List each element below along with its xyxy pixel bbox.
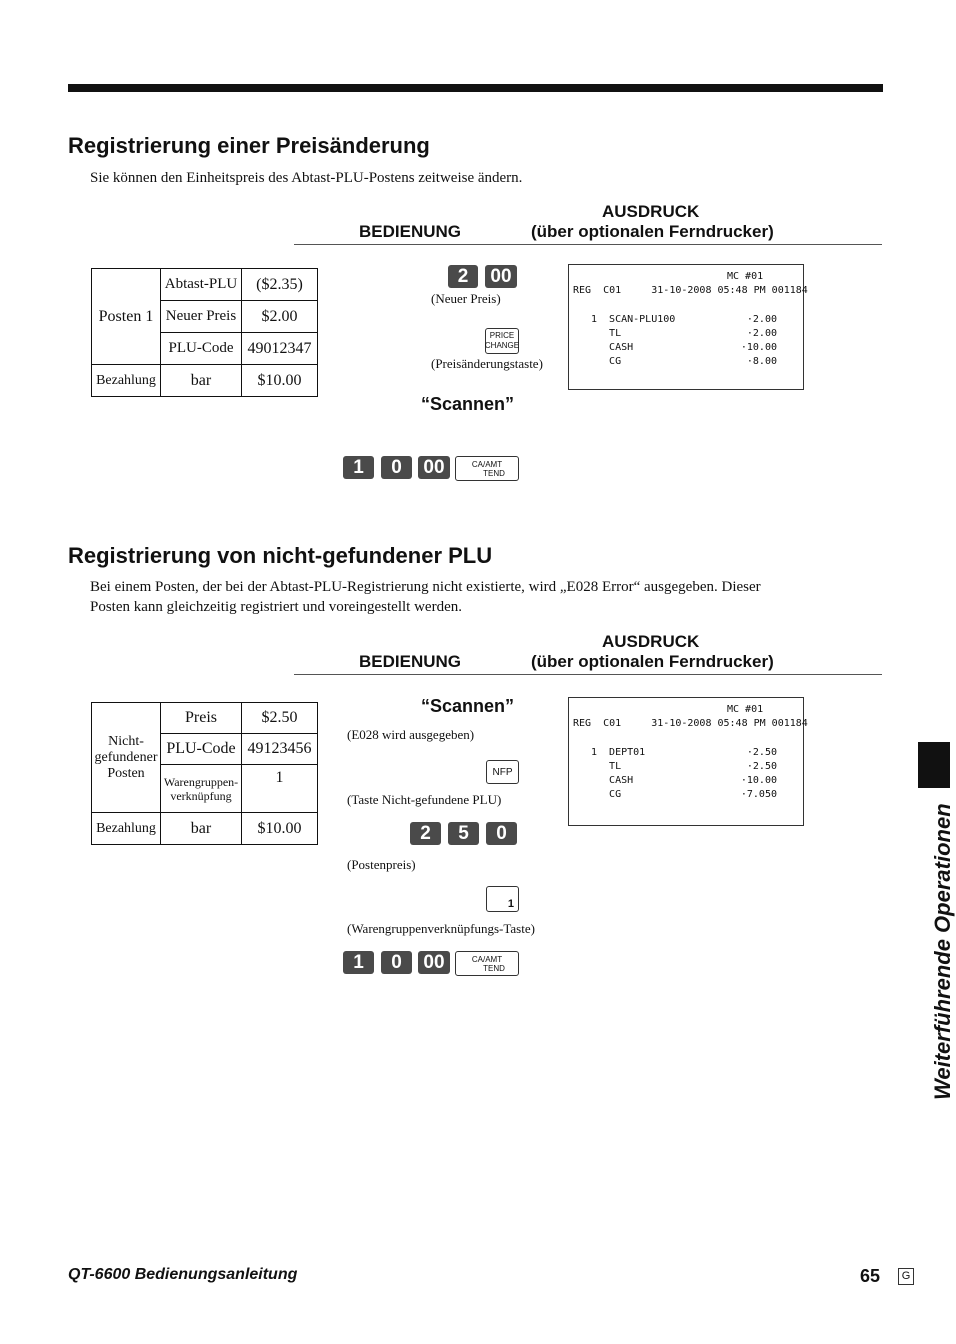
key-0[interactable]: 0	[381, 456, 412, 479]
column-print-heading: AUSDRUCK	[602, 202, 700, 221]
chapter-title: Weiterführende Operationen	[930, 803, 955, 1100]
key-1[interactable]: 1	[343, 951, 374, 974]
tend-key[interactable]	[455, 456, 519, 481]
table-cell-label: Preis	[161, 703, 242, 734]
receipt-line-amount: ·2.00	[746, 314, 777, 325]
table-cell-value: ($2.35)	[242, 269, 318, 301]
receipt-line-amount: ·2.50	[746, 747, 777, 758]
receipt-line-name: CASH	[591, 342, 634, 353]
key-5[interactable]: 5	[448, 822, 479, 845]
column-rule	[294, 244, 882, 245]
item-label-line: gefundener	[94, 749, 158, 765]
table-cell-label: Abtast-PLU	[161, 269, 242, 301]
caption-nfp: (Taste Nicht-gefundene PLU)	[347, 792, 502, 807]
top-rule	[68, 84, 883, 92]
receipt-line-amount: ·2.50	[746, 761, 777, 772]
receipt-header: REG C01 31-10-2008 05:48 PM 001184	[573, 285, 808, 296]
key-2[interactable]: 2	[410, 822, 441, 845]
receipt-line-name: TL	[591, 761, 622, 772]
price-change-key[interactable]	[485, 328, 519, 354]
key-2[interactable]: 2	[448, 265, 478, 288]
tend-key-bottom: TEND	[483, 963, 505, 973]
payment-type: bar	[161, 365, 242, 397]
payment-type: bar	[161, 813, 242, 845]
key-0[interactable]: 0	[486, 822, 517, 845]
key-00[interactable]: 00	[418, 456, 450, 479]
section-title: Registrierung einer Preisänderung	[68, 133, 430, 158]
table-cell-value: 49012347	[242, 333, 318, 365]
key-00[interactable]: 00	[418, 951, 450, 974]
receipt-machine-no: MC #01	[727, 271, 764, 282]
key-0[interactable]: 0	[381, 951, 412, 974]
dept-key-label: 1	[507, 898, 514, 910]
item-label	[92, 703, 161, 813]
receipt-line-name: CASH	[591, 775, 634, 786]
caption-e028: (E028 wird ausgegeben)	[347, 727, 475, 742]
item-label-line: Posten	[107, 765, 145, 781]
receipt-line-amount: ·7.050	[740, 789, 777, 800]
receipt-line-name: 1 DEPT01	[591, 747, 646, 758]
link-label-line: Warengruppen-	[163, 774, 239, 789]
receipt-machine-no: MC #01	[727, 704, 764, 715]
receipt-line-name: CG	[591, 356, 622, 367]
column-print-heading: AUSDRUCK	[602, 632, 700, 651]
table-cell-value: $2.00	[242, 301, 318, 333]
tend-key-top: CA/AMT	[471, 459, 503, 469]
receipt	[568, 264, 808, 390]
item-label: Posten 1	[92, 269, 161, 365]
key-1[interactable]: 1	[343, 456, 374, 479]
price-change-key-line1: PRICE	[489, 331, 515, 340]
scan-label: “Scannen”	[421, 696, 515, 716]
receipt	[568, 697, 808, 826]
example-table	[91, 702, 318, 845]
price-change-key-line2: CHANGE	[484, 341, 520, 350]
caption-dept-link: (Warengruppenverknüpfungs-Taste)	[347, 921, 535, 936]
column-printer-heading: (über optionalen Ferndrucker)	[531, 652, 774, 671]
section-intro: Sie können den Einheitspreis des Abtast-PLU-Postens zeitweise ändern.	[90, 170, 523, 186]
receipt-line-amount: ·10.00	[740, 342, 777, 353]
table-cell-value: $2.50	[242, 703, 318, 734]
table-cell-label: Neuer Preis	[161, 301, 242, 333]
payment-label: Bezahlung	[92, 365, 161, 397]
item-label-line: Nicht-	[108, 733, 144, 749]
tend-key-top: CA/AMT	[471, 954, 503, 964]
intro-line: Bei einem Posten, der bei der Abtast-PLU-Registrierung nicht existierte, wird „E028 Error“ ausgegeben. Dieser	[90, 579, 761, 595]
nfp-key[interactable]: NFP	[486, 760, 519, 784]
receipt-line-name: 1 SCAN-PLU100	[591, 314, 676, 325]
section-intro	[90, 577, 870, 617]
tend-key-bottom: TEND	[483, 468, 505, 478]
table-cell-label: PLU-Code	[161, 734, 242, 765]
column-operation-heading: BEDIENUNG	[359, 222, 462, 241]
dept-key[interactable]	[486, 886, 519, 912]
language-badge: G	[898, 1268, 914, 1285]
chapter-tab	[918, 742, 950, 788]
link-label	[161, 765, 242, 813]
receipt-line-amount: ·10.00	[740, 775, 777, 786]
payment-value: $10.00	[242, 365, 318, 397]
payment-label: Bezahlung	[92, 813, 161, 845]
table-cell-value: 49123456	[242, 734, 318, 765]
caption-item-price: (Postenpreis)	[347, 857, 416, 872]
payment-value: $10.00	[242, 813, 318, 845]
column-operation-heading: BEDIENUNG	[359, 652, 462, 671]
scan-label: “Scannen”	[421, 394, 515, 414]
receipt-line-name: CG	[591, 789, 622, 800]
tend-key[interactable]	[455, 951, 519, 976]
example-table	[91, 268, 318, 397]
receipt-line-amount: ·8.00	[746, 356, 777, 367]
link-label-line: verknüpfung	[170, 788, 232, 803]
page-number: 65	[860, 1266, 881, 1286]
table-cell-label: PLU-Code	[161, 333, 242, 365]
intro-line: Posten kann gleichzeitig registriert und voreingestellt werden.	[90, 599, 462, 615]
key-00[interactable]: 00	[485, 265, 517, 288]
receipt-line-amount: ·2.00	[746, 328, 777, 339]
caption-price-change: (Preisänderungstaste)	[431, 356, 543, 371]
link-value: 1	[242, 765, 318, 813]
caption-new-price: (Neuer Preis)	[431, 291, 501, 306]
receipt-header: REG C01 31-10-2008 05:48 PM 001184	[573, 718, 808, 729]
section-title: Registrierung von nicht-gefundener PLU	[68, 543, 493, 568]
column-printer-heading: (über optionalen Ferndrucker)	[531, 222, 774, 241]
footer-manual-title: QT-6600 Bedienungsanleitung	[68, 1266, 298, 1283]
receipt-line-name: TL	[591, 328, 622, 339]
column-rule	[294, 674, 882, 675]
